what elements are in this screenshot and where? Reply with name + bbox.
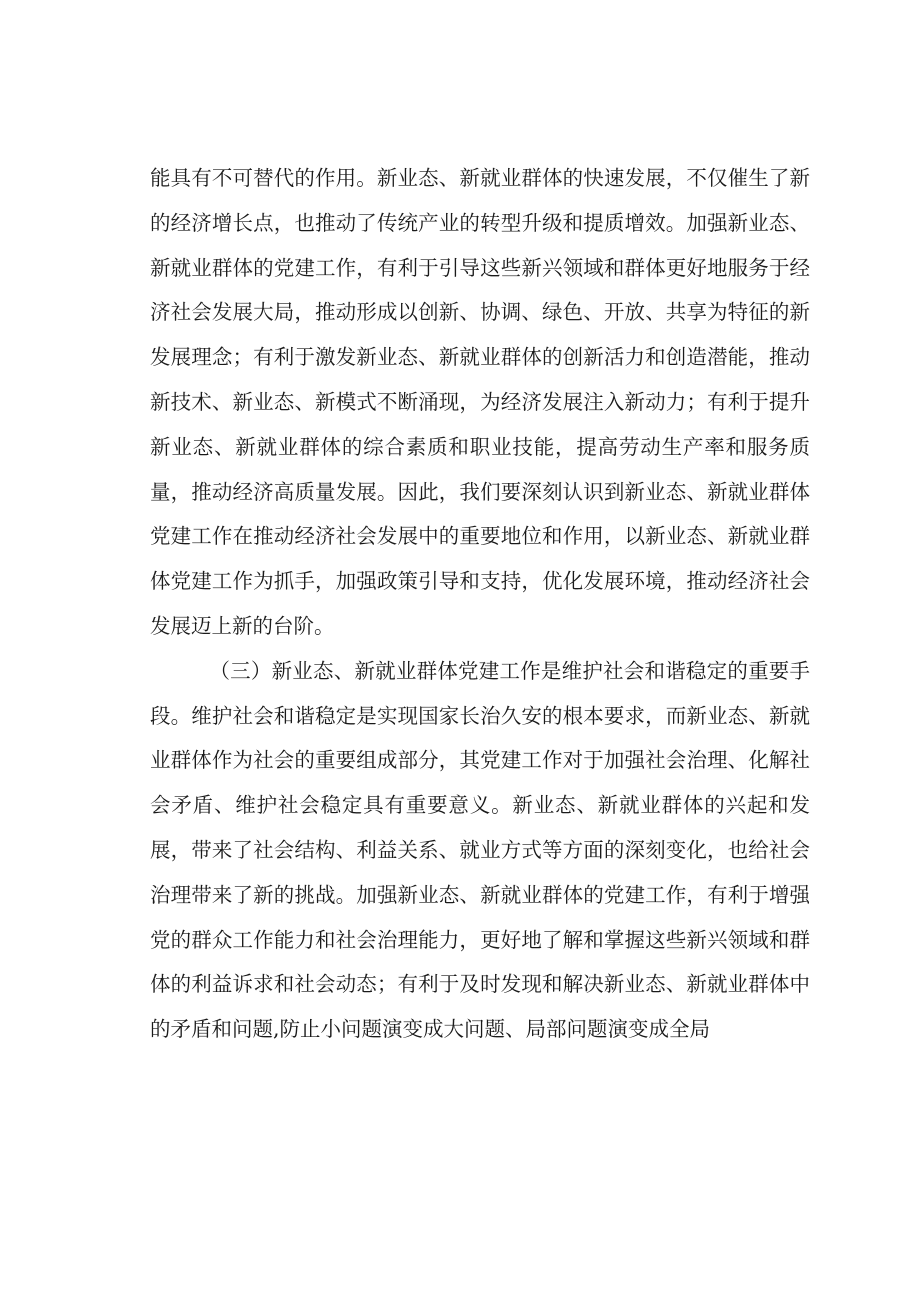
document-body [150,156,810,1052]
paragraph-continuation: 能具有不可替代的作用。新业态、新就业群体的快速发展，不仅催生了新的经济增长点，也推动了传统产业的转型升级和提质增效。加强新业态、新就业群体的党建工作，有利于引导这些新兴领域和群体更好地服务于经济社会发展大局，推动形成以创新、协调、绿色、开放、共享为特征的新发展理念；有利于激发新业态、新就业群体的创新活力和创造潜能，推动新技术、新业态、新模式不断涌现，为经济发展注入新动力；有利于提升新业态、新就业群体的综合素质和职业技能，提高劳动生产率和服务质量，推动经济高质量发展。因此，我们要深刻认识到新业态、新就业群体党建工作在推动经济社会发展中的重要地位和作用，以新业态、新就业群体党建工作为抓手，加强政策引导和支持，优化发展环境，推动经济社会发展迈上新的台阶。 [150,166,810,638]
paragraph-section-three: （三）新业态、新就业群体党建工作是维护社会和谐稳定的重要手段。维护社会和谐稳定是实现国家长治久安的根本要求，而新业态、新就业群体作为社会的重要组成部分，其党建工作对于加强社会治理、化解社会矛盾、维护社会稳定具有重要意义。新业态、新就业群体的兴起和发展，带来了社会结构、利益关系、就业方式等方面的深刻变化，也给社会治理带来了新的挑战。加强新业态、新就业群体的党建工作，有利于增强党的群众工作能力和社会治理能力，更好地了解和掌握这些新兴领域和群体的利益诉求和社会动态；有利于及时发现和解决新业态、新就业群体中的矛盾和问题,防止小问题演变成大问题、局部问题演变成全局 [150,658,810,1042]
